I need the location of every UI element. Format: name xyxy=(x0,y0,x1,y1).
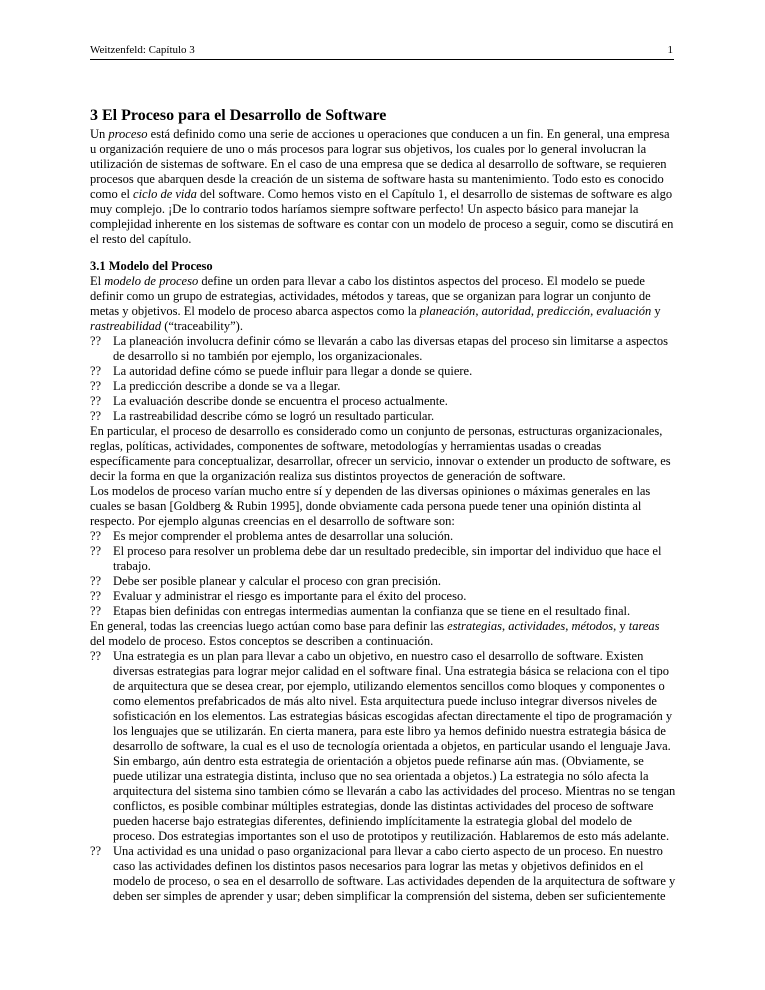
emphasis: planeación xyxy=(419,304,476,318)
emphasis: rastreabilidad xyxy=(90,319,162,333)
page-number: 1 xyxy=(667,44,673,56)
bullet-marker: ?? xyxy=(90,334,102,348)
list-item-text: La rastreabilidad describe cómo se logró un resultado particular. xyxy=(113,409,435,423)
bullet-marker: ?? xyxy=(90,649,102,663)
list-item-text: El proceso para resolver un problema debe dar un resultado predecible, sin importar del individuo que hace el trabajo. xyxy=(113,544,662,573)
list-item xyxy=(90,379,676,394)
emphasis: predicción xyxy=(537,304,591,318)
bullet-marker: ?? xyxy=(90,409,102,423)
text-run: El xyxy=(90,274,105,288)
list-item-text: La predicción describe a donde se va a llegar. xyxy=(113,379,341,393)
emphasis: modelo de proceso xyxy=(104,274,199,288)
list-item xyxy=(90,649,676,844)
text-run: , xyxy=(590,304,597,318)
text-run: , xyxy=(475,304,482,318)
particular-paragraph: En particular, el proceso de desarrollo es considerado como un conjunto de personas, estructuras organizacionales, reglas, políticas, actividades, componentes de software, metodologías y herramientas usadas o creadas específicamente para conceptualizar, desarrollar, ofrecer un servicio, innovar o extender un producto de software, es decir la forma en que la organización realiza sus distintos proyectos de generación de software. xyxy=(90,424,671,483)
list-item xyxy=(90,544,676,574)
text-run: En general, todas las creencias luego actúan como base para definir las xyxy=(90,619,448,633)
list-item-text: Debe ser posible planear y calcular el proceso con gran precisión. xyxy=(113,574,441,588)
bullet-marker: ?? xyxy=(90,589,102,603)
emphasis: ciclo de vida xyxy=(133,187,197,201)
running-header xyxy=(90,44,674,60)
beliefs-list xyxy=(90,529,676,619)
list-item xyxy=(90,334,676,364)
modelo-paragraph xyxy=(90,274,676,334)
emphasis: evaluación xyxy=(596,304,652,318)
text-run: define un orden para llevar a cabo los distintos aspectos del proceso. El modelo se puede definir como un grupo de estrategias, actividades, métodos y tareas, que se organizan para lograr un conjunto de metas y objetivos. El modelo de proceso abarca aspectos como la xyxy=(90,274,651,318)
text-run: , xyxy=(502,619,509,633)
list-item-text: La evaluación describe donde se encuentra el proceso actualmente. xyxy=(113,394,448,408)
bullet-marker: ?? xyxy=(90,529,102,543)
chapter-title: 3 El Proceso para el Desarrollo de Software xyxy=(90,107,387,124)
list-item xyxy=(90,604,676,619)
text-run: , xyxy=(565,619,572,633)
list-item-text: Una actividad es una unidad o paso organizacional para llevar a cabo cierto aspecto de un proceso. En nuestro caso las actividades definen los distintos pasos necesarios para lograr las metas y objetivos definidos en el modelo de proceso, o sea en el desarrollo de software. Las actividades dependen de la arquitectura de software y deben ser simples de aprender y usar; deben simplificar la comprensión del sistema, deben ser suficientemente xyxy=(113,844,676,903)
modelos-paragraph: Los modelos de proceso varían mucho entre sí y dependen de las diversas opiniones o máximas generales en las cuales se basan [Goldberg & Rubin 1995], donde obviamente cada persona puede tener una opinión distinta al respecto. Por ejemplo algunas creencias en el desarrollo de software son: xyxy=(90,484,651,528)
text-run: está definido como una serie de acciones u operaciones que conducen a un fin. En general, una empresa u organización requiere de uno o más procesos para lograr sus objetivos, los cuales por lo general involucran la utilización de sistemas de software. En el caso de una empresa que se dedica al desarrollo de software, se requieren procesos que abarquen desde la creación de un sistema de software hasta su mantenimiento. Todo esto es conocido como el xyxy=(90,127,670,201)
text-run: del software. Como hemos visto en el Capítulo 1, el desarrollo de sistemas de software es algo muy complejo. ¡De lo contrario todos haríamos siempre software perfecto! Un aspecto básico para manejar la complejidad inherente en los sistemas de software es contar con un modelo de proceso a seguir, como se discutirá en el resto del capítulo. xyxy=(90,187,674,246)
bullet-marker: ?? xyxy=(90,604,102,618)
aspects-list xyxy=(90,334,676,424)
text-run: Un xyxy=(90,127,109,141)
list-item-text: La planeación involucra definir cómo se llevarán a cabo las diversas etapas del proceso sin limitarse a aspectos de desarrollo si no también por ejemplo, los organizacionales. xyxy=(113,334,668,363)
text-run: y xyxy=(651,304,661,318)
text-run: , xyxy=(530,304,538,318)
list-item-text: Una estrategia es un plan para llevar a cabo un objetivo, en nuestro caso el desarrollo de software. Existen diversas estrategias para lograr mejor calidad en el software final. Una estrategia básica se relaciona con el tipo de arquitectura que se desea crear, por ejemplo, utilizando elementos sencillos como bloques y componentes o como elementos prefabricados de más alto nivel. Esta arquitectura puede incluso integrar diversos niveles de sofisticación en los elementos. Las estrategias básicas escogidas afectan directamente el tipo de programación y los lenguajes que se utilizarán. En cierta manera, para este libro ya hemos definido nuestra estrategia básica de desarrollo de software, la cual es el uso de tecnología orientada a objetos, en particular usando el lenguaje Java. Sin embargo, aún dentro esta estrategia de orientación a objetos puede refinarse aún mas. (Obviamente, se puede utilizar una estrategia distinta, incluso que no sea orientada a objetos.) La estrategia no sólo afecta la arquitectura del sistema sino tambien cómo se llevarán a cabo las actividades del proceso. Mientras no se tengan conflictos, es posible combinar múltiples estrategias, donde las distintas actividades del proceso de software pueden hacerse bajo estrategias diferentes, definiendo implícitamente la estrategia global del modelo de proceso. Dos estrategias importantes son el uso de prototipos y reutilización. Hablaremos de esto más adelante. xyxy=(113,649,676,843)
list-item-text: Evaluar y administrar el riesgo es importante para el éxito del proceso. xyxy=(113,589,467,603)
bullet-marker: ?? xyxy=(90,544,102,558)
list-item xyxy=(90,589,676,604)
list-item xyxy=(90,364,676,379)
list-item xyxy=(90,574,676,589)
emphasis: tareas xyxy=(628,619,660,633)
text-run: (“traceability”). xyxy=(161,319,243,333)
emphasis: métodos xyxy=(571,619,614,633)
document-body xyxy=(90,106,676,904)
bullet-marker: ?? xyxy=(90,574,102,588)
text-run: del modelo de proceso. Estos conceptos se describen a continuación. xyxy=(90,634,434,648)
intro-paragraph xyxy=(90,127,676,247)
concepts-list xyxy=(90,649,676,904)
bullet-marker: ?? xyxy=(90,379,102,393)
text-run: , y xyxy=(613,619,629,633)
list-item-text: Etapas bien definidas con entregas intermedias aumentan la confianza que se tiene en el resultado final. xyxy=(113,604,631,618)
bullet-marker: ?? xyxy=(90,844,102,858)
list-item xyxy=(90,529,676,544)
list-item-text: La autoridad define cómo se puede influir para llegar a donde se quiere. xyxy=(113,364,473,378)
header-chapter: Weitzenfeld: Capítulo 3 xyxy=(90,44,195,56)
list-item xyxy=(90,394,676,409)
emphasis: actividades xyxy=(508,619,566,633)
emphasis: autoridad xyxy=(481,304,531,318)
general-paragraph xyxy=(90,619,676,649)
bullet-marker: ?? xyxy=(90,364,102,378)
list-item xyxy=(90,409,676,424)
bullet-marker: ?? xyxy=(90,394,102,408)
emphasis: estrategias xyxy=(447,619,502,633)
emphasis: proceso xyxy=(108,127,148,141)
list-item xyxy=(90,844,676,904)
list-item-text: Es mejor comprender el problema antes de desarrollar una solución. xyxy=(113,529,454,543)
section-heading: 3.1 Modelo del Proceso xyxy=(90,259,213,273)
